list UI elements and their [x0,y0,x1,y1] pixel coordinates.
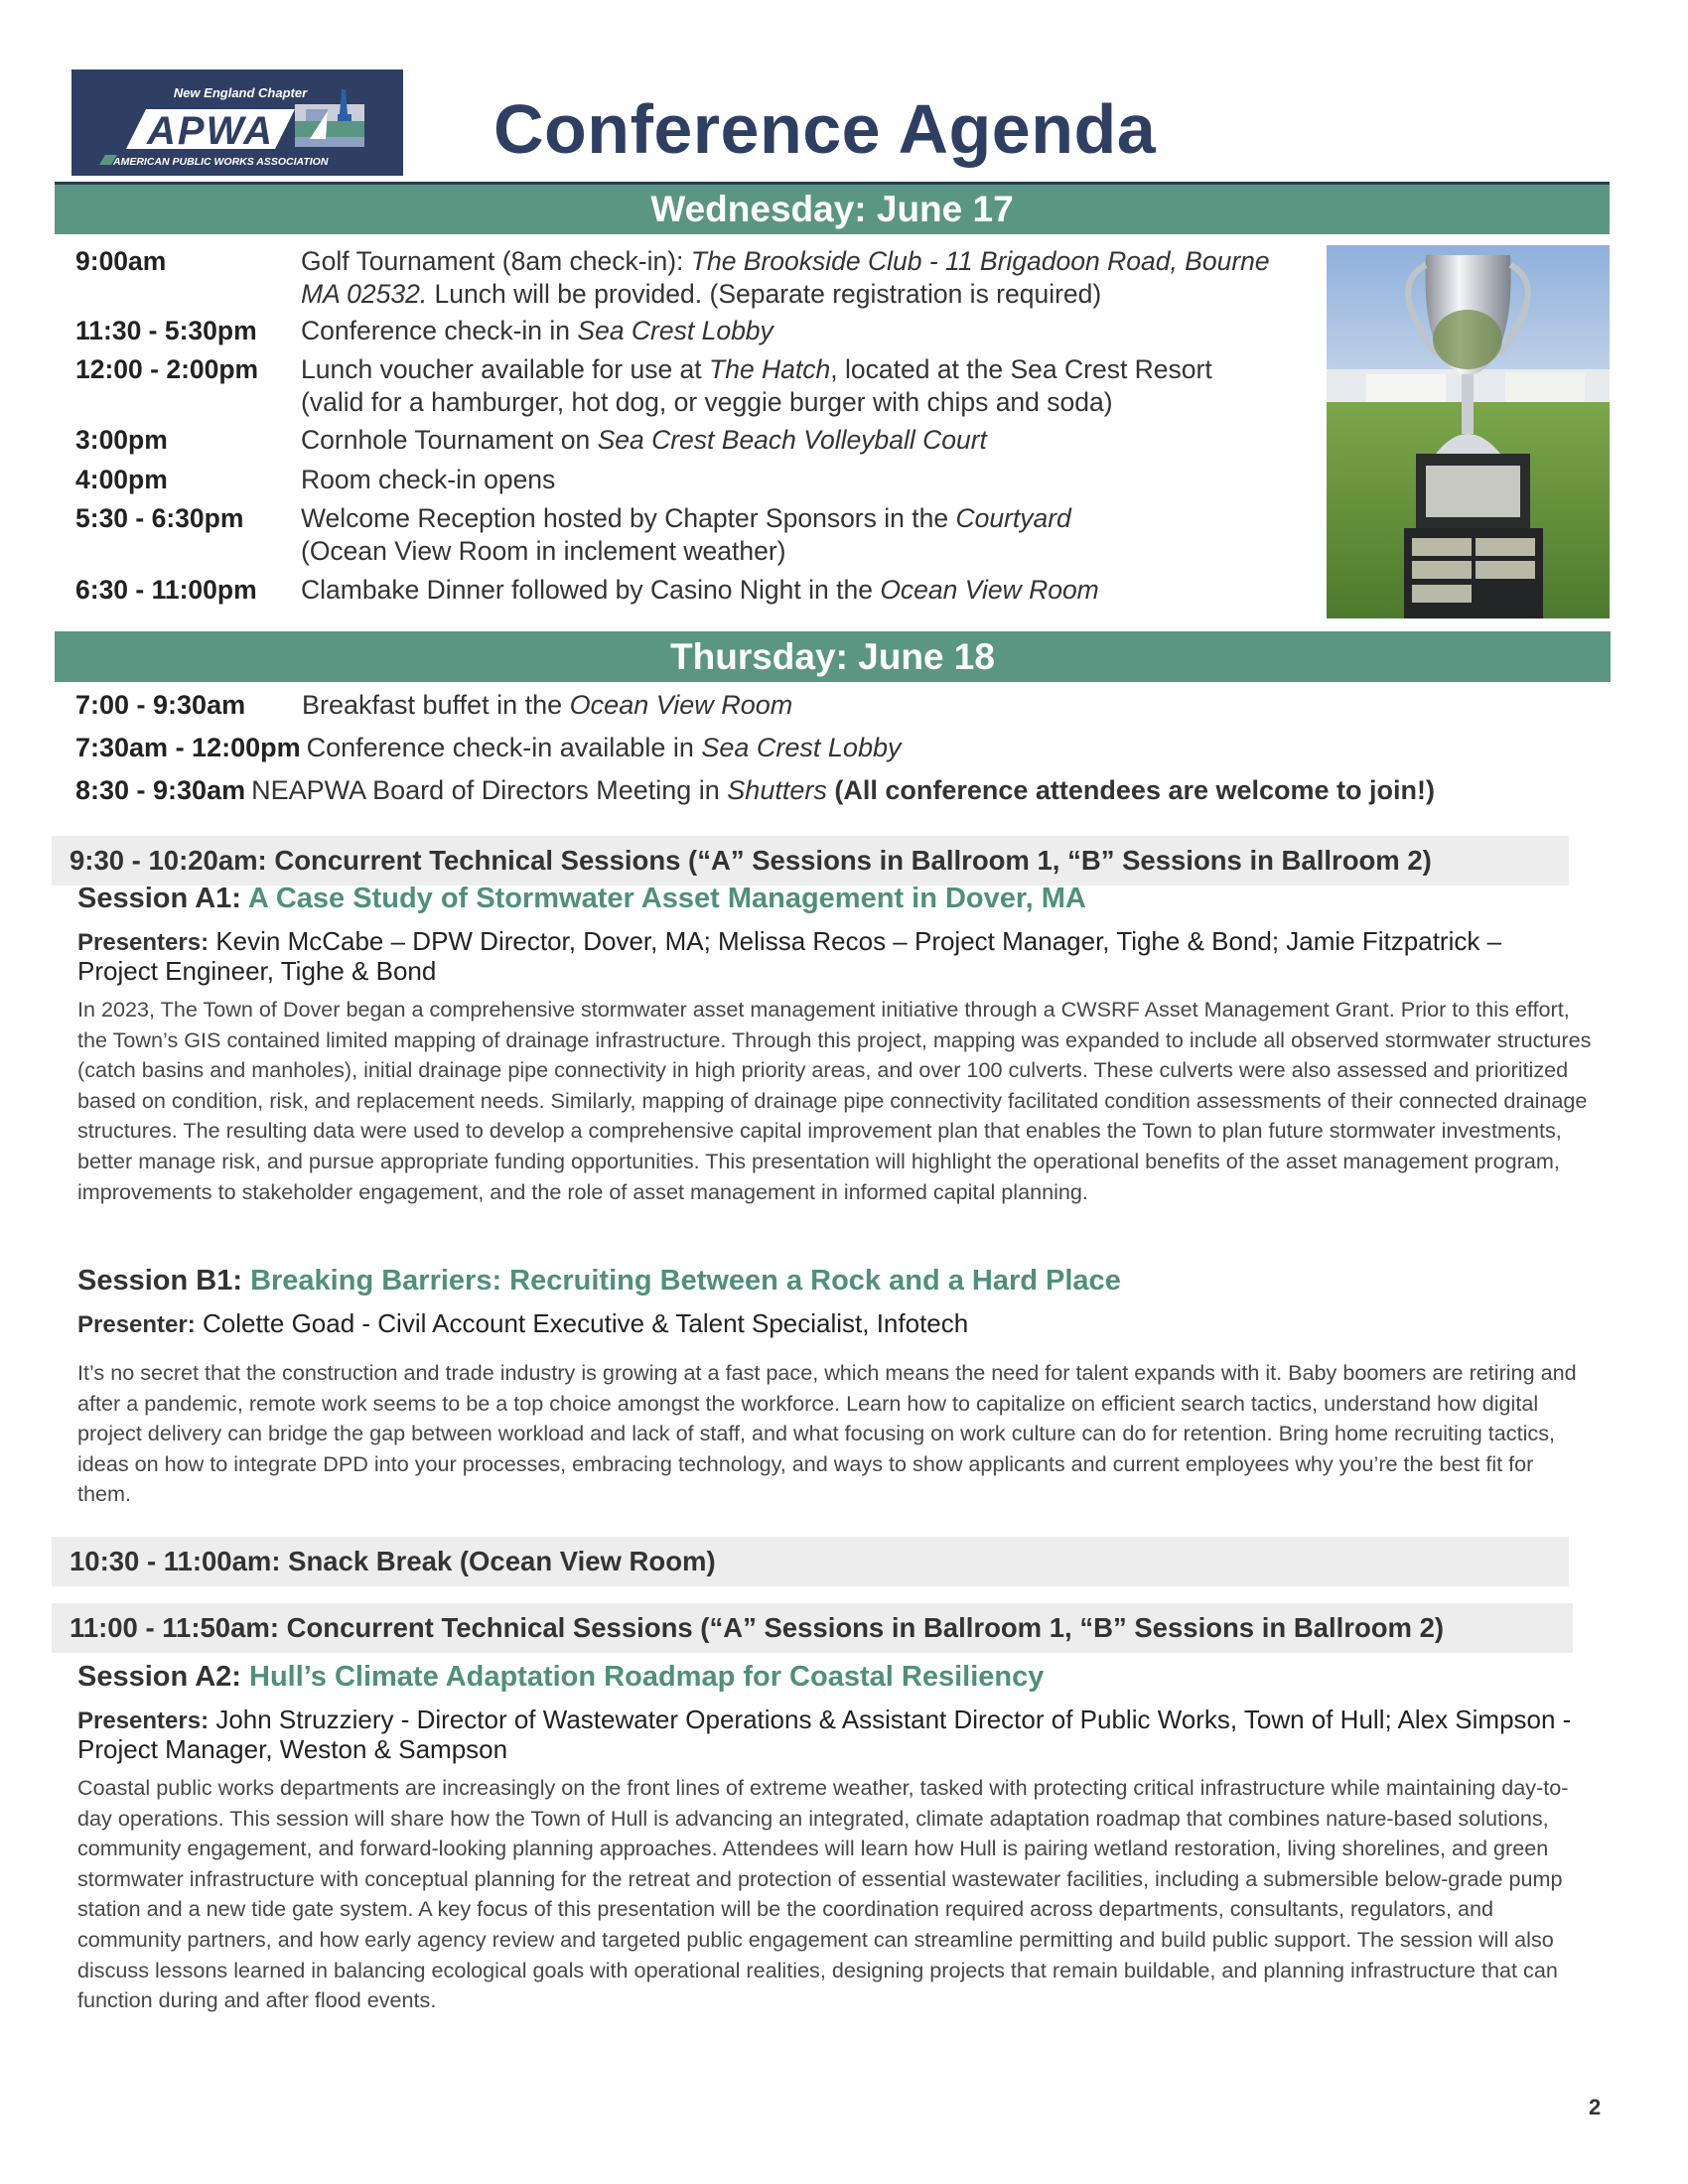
item-time: 5:30 - 6:30pm [75,503,244,533]
session-heading [77,1263,1121,1298]
svg-text:New England Chapter: New England Chapter [173,85,308,100]
item-description: Welcome Reception hosted by Chapter Sponsors in the Courtyard (Ocean View Room in inclement weather) [301,503,1071,566]
presenters-label: Presenters: [77,929,210,956]
item-description: Room check-in opens [301,465,556,494]
session-title: A Case Study of Stormwater Asset Management in Dover, MA [247,883,1086,914]
schedule-item [75,689,792,722]
item-description: Conference check-in in Sea Crest Lobby [301,316,774,345]
item-description: Breakfast buffet in the Ocean View Room [302,690,793,720]
item-description: Golf Tournament (8am check-in): The Brookside Club - 11 Brigadoon Road, Bourne MA 02532. Lunch will be provided. (Separate registration is required) [301,246,1270,309]
session-label: Session B1: [77,1265,242,1297]
item-description: Lunch voucher available for use at The Hatch, located at the Sea Crest Resort (valid for a hamburger, hot dog, or veggie burger with chips and soda) [301,354,1212,417]
session-presenters: Presenters: Kevin McCabe – DPW Director, Dover, MA; Melissa Recos – Project Manager, Tighe & Bond; Jamie Fitzpatrick – Project Engineer, Tighe & Bond [77,926,1502,986]
session-presenters: Presenter: Colette Goad - Civil Account Executive & Talent Specialist, Infotech [77,1308,969,1338]
session-label: Session A2: [77,1661,241,1693]
day-heading-wednesday: Wednesday: June 17 [55,185,1610,234]
session-description: It’s no secret that the construction and trade industry is growing at a fast pace, which means the need for talent expands with it. Baby boomers are retiring and after a pandemic, remote work seems to be a top choice amongst the workforce. Learn how to capitalize on efficient search tactics, understand how digital project delivery can bridge the gap between workload and lack of staff, and what focusing on work culture can do for retention. Bring home recruiting tactics, ideas on how to integrate DPD into your processes, embracing technology, and ways to show applicants and current employees why you’re the best fit for them. [77,1360,1577,1507]
item-time: 11:30 - 5:30pm [75,316,257,345]
schedule-item [75,732,901,764]
item-time: 7:00 - 9:30am [75,690,246,720]
item-time: 8:30 - 9:30am [75,775,246,805]
item-time: 4:00pm [75,465,168,494]
snack-break-heading: 10:30 - 11:00am: Snack Break (Ocean View Room) [52,1537,1569,1586]
session-title: Hull’s Climate Adaptation Roadmap for Coastal Resiliency [249,1661,1045,1693]
session-description: In 2023, The Town of Dover began a comprehensive stormwater asset management initiative through a CWSRF Asset Management Grant. Prior to this effort, the Town’s GIS contained limited mapping of drainage infrastructure. Through this project, mapping was expanded to include all observed stormwater structures (catch basins and manholes), initial drainage pipe connectivity in high priority areas, and over 100 culverts. These culverts were also assessed and prioritized based on condition, risk, and replacement needs. Similarly, mapping of drainage pipe connectivity facilitated condition assessments of their connected drainage structures. The resulting data were used to develop a comprehensive capital improvement plan that enables the Town to plan future stormwater investments, better manage risk, and pursue appropriate funding opportunities. This presentation will highlight the operational benefits of the asset management program, improvements to stakeholder engagement, and the role of asset management in informed capital planning. [77,997,1592,1204]
schedule-item [75,464,555,496]
session-title: Breaking Barriers: Recruiting Between a Rock and a Hard Place [250,1265,1121,1297]
apwa-logo-graphic [71,69,403,176]
trophy-photo [1327,245,1610,618]
schedule-item [75,353,1212,419]
page-title: Conference Agenda [493,90,1157,168]
schedule-item [75,315,774,347]
session-description: Coastal public works departments are increasingly on the front lines of extreme weather, tasked with protecting critical infrastructure while maintaining day-to-day operations. This session will share how the Town of Hull is advancing an integrated, climate adaptation roadmap that combines nature-based solutions, community engagement, and forward-looking planning approaches. Attendees will learn how Hull is pairing wetland restoration, living shorelines, and green stormwater infrastructure with conceptual planning for the retreat and protection of essential wastewater facilities, including a submersible below-grade pump station and a new tide gate system. A key focus of this presentation will be the coordination required across departments, consultants, regulators, and community partners, and how early agency review and targeted public engagement can streamline permitting and build public support. The session will also discuss lessons learned in balancing ecological goals with operational realities, designing projects that remain buildable, and planning infrastructure that can function during and after flood events. [77,1775,1569,2013]
session-heading [77,1659,1044,1695]
trophy-image [1327,245,1610,618]
schedule-item [75,502,1071,568]
svg-text:APWA: APWA [147,109,274,153]
session-block-heading: 9:30 - 10:20am: Concurrent Technical Sessions (“A” Sessions in Ballroom 1, “B” Sessions in Ballroom 2) [52,836,1569,886]
schedule-item [75,245,1270,311]
schedule-item [75,774,1435,807]
apwa-logo [71,69,403,176]
session-label: Session A1: [77,883,241,914]
item-time: 3:00pm [75,425,168,455]
presenters-label: Presenters: [77,1707,210,1734]
item-time: 9:00am [75,246,167,276]
session-block-heading: 11:00 - 11:50am: Concurrent Technical Sessions (“A” Sessions in Ballroom 1, “B” Sessions in Ballroom 2) [52,1603,1573,1653]
item-description: Clambake Dinner followed by Casino Night in the Ocean View Room [301,575,1099,605]
day-heading-thursday: Thursday: June 18 [55,631,1611,682]
session-heading [77,881,1086,916]
svg-text:AMERICAN PUBLIC WORKS ASSOCIAT: AMERICAN PUBLIC WORKS ASSOCIATION [113,156,329,168]
item-time: 6:30 - 11:00pm [75,575,257,605]
page-number: 2 [1589,2095,1602,2119]
item-description: Conference check-in available in Sea Crest Lobby [306,733,902,762]
schedule-item [75,424,987,457]
item-time: 7:30am - 12:00pm [75,733,301,762]
item-description: Cornhole Tournament on Sea Crest Beach Volleyball Court [301,425,987,455]
item-description: NEAPWA Board of Directors Meeting in Shutters (All conference attendees are welcome to join!) [251,775,1436,805]
item-time: 12:00 - 2:00pm [75,354,259,384]
presenters-label: Presenter: [77,1311,196,1338]
session-presenters: Presenters: John Struzziery - Director of Wastewater Operations & Assistant Director of Public Works, Town of Hull; Alex Simpson - Project Manager, Weston & Sampson [77,1705,1572,1764]
schedule-item [75,574,1099,607]
